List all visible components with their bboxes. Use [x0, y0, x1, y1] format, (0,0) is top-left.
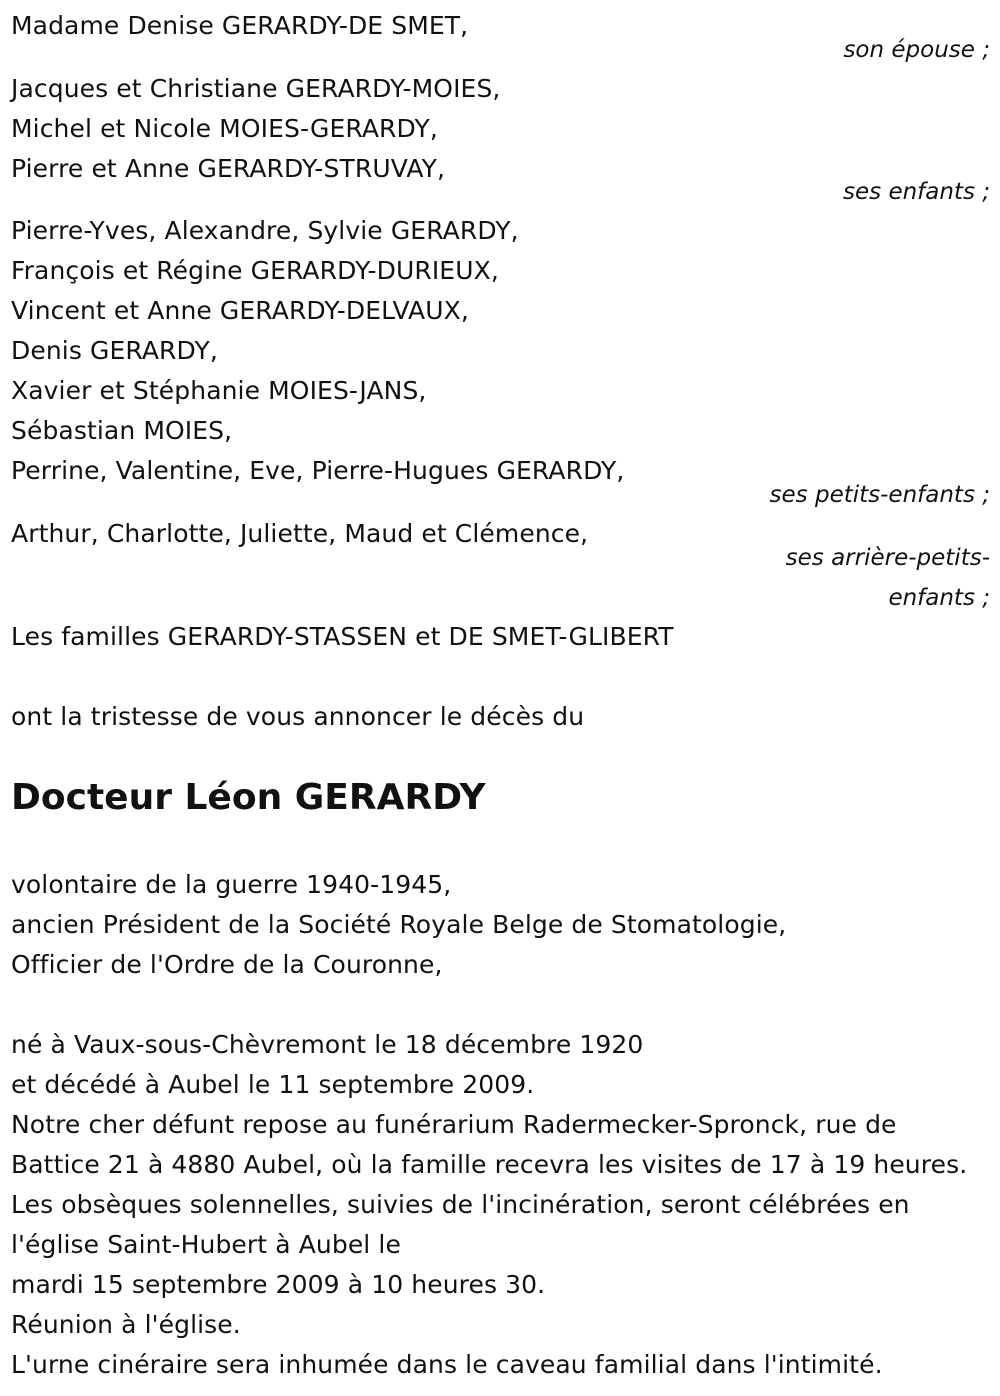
deceased-name: Docteur Léon GERARDY — [11, 777, 486, 818]
spouse-name: Madame Denise GERARDY-DE SMET, — [11, 11, 469, 40]
detail-line: L'urne cinéraire sera inhumée dans le caveau familial dans l'intimité. — [11, 1350, 883, 1379]
grandchild-line: Denis GERARDY, — [11, 336, 218, 365]
detail-line: l'église Saint-Hubert à Aubel le — [11, 1230, 401, 1259]
grandchildren-role: ses petits-enfants ; — [769, 482, 990, 508]
grandchild-line: Pierre-Yves, Alexandre, Sylvie GERARDY, — [11, 216, 519, 245]
title-line: volontaire de la guerre 1940-1945, — [11, 870, 452, 899]
children-role: ses enfants ; — [843, 179, 990, 205]
detail-line: Les obsèques solennelles, suivies de l'incinération, seront célébrées en — [11, 1190, 910, 1219]
detail-line: mardi 15 septembre 2009 à 10 heures 30. — [11, 1270, 546, 1299]
detail-line: et décédé à Aubel le 11 septembre 2009. — [11, 1070, 535, 1099]
grandchild-line: François et Régine GERARDY-DURIEUX, — [11, 256, 499, 285]
detail-line: Réunion à l'église. — [11, 1310, 241, 1339]
grandchild-line: Xavier et Stéphanie MOIES-JANS, — [11, 376, 427, 405]
great-grandchildren-role-line1: ses arrière-petits- — [785, 545, 990, 571]
great-grandchildren-role-line2: enfants ; — [888, 585, 990, 611]
spouse-role: son épouse ; — [843, 37, 990, 63]
families-line: Les familles GERARDY-STASSEN et DE SMET-GLIBERT — [11, 622, 674, 651]
detail-line: Notre cher défunt repose au funérarium Radermecker-Spronck, rue de — [11, 1110, 897, 1139]
child-line: Pierre et Anne GERARDY-STRUVAY, — [11, 154, 445, 183]
grandchild-line: Perrine, Valentine, Eve, Pierre-Hugues GERARDY, — [11, 456, 625, 485]
detail-line: Battice 21 à 4880 Aubel, où la famille recevra les visites de 17 à 19 heures. — [11, 1150, 968, 1179]
detail-line: né à Vaux-sous-Chèvremont le 18 décembre 1920 — [11, 1030, 644, 1059]
title-line: Officier de l'Ordre de la Couronne, — [11, 950, 443, 979]
grandchild-line: Vincent et Anne GERARDY-DELVAUX, — [11, 296, 469, 325]
grandchild-line: Sébastian MOIES, — [11, 416, 233, 445]
child-line: Michel et Nicole MOIES-GERARDY, — [11, 114, 438, 143]
title-line: ancien Président de la Société Royale Belge de Stomatologie, — [11, 910, 787, 939]
great-grandchildren-line: Arthur, Charlotte, Juliette, Maud et Clémence, — [11, 519, 589, 548]
announcement-line: ont la tristesse de vous annoncer le décès du — [11, 702, 585, 731]
child-line: Jacques et Christiane GERARDY-MOIES, — [11, 74, 501, 103]
